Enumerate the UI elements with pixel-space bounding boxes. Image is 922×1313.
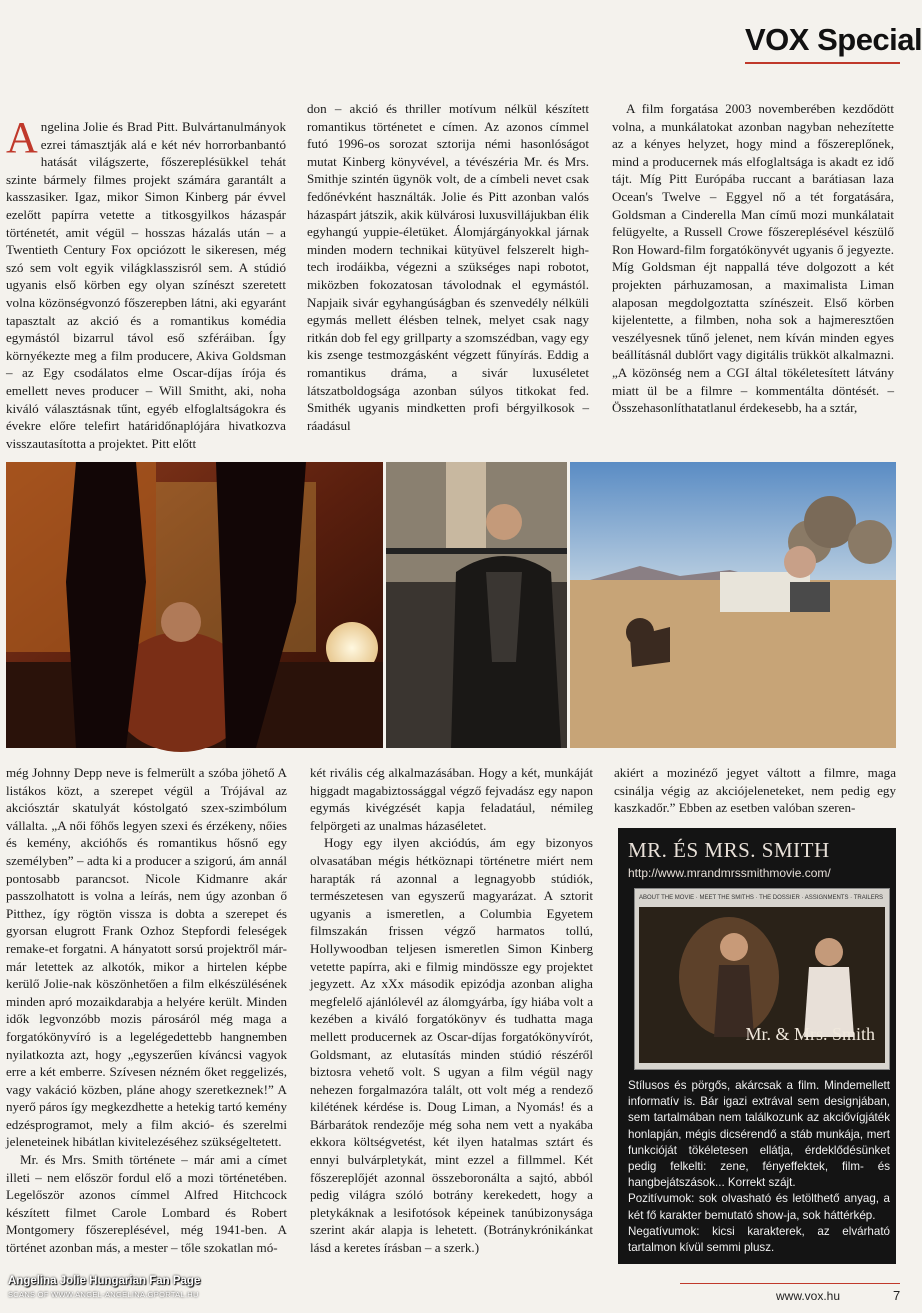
screenshot-logo: Mr. & Mrs. Smith — [745, 1024, 875, 1044]
article-paragraph: don – akció és thriller motívum nélkül készített romantikus történetet e címen. Az azonos címmel futó 1996-os sorozat sztorija némi hasonlóságot mutat Kinberg könyvével, a tévészéria Mr. és Mrs. Smithje szintén ügynök volt, de a címbeli nevet csak fedőnévként használták. Jolie és Pitt azonban valós házaspárt játszik, akik külvárosi luxusvillájukban élik egyhangú yuppie-életüket. Álomjárgányokkal járnak minden modern technikai kütyüvel felszerelt high-tech irodáikba, végezni a szükséges napi robotot, miközben fokozatosan távolodnak el egymástól. Napjaik sivár egyhangúságban és szenvedély nélküli egymás mellett élésben telnek, melyet csak nagy ritkán dob fel egy grillparty a szomszédban, vagy egy kis zsenge testmozgásként végzett fűnyírás. Eddig a romantikus dráma, a sivár luxuséletet látszatboldogsága azonban súlyos titkokat fed. Smithék ugyanis mindketten profi bérgyilkosok – ráadásul — [307, 101, 589, 433]
review-cons: Negatívumok: kicsi karakterek, az elvárható tartalmon kívül semmi plusz. — [628, 1224, 890, 1255]
article-column-2-top — [307, 100, 589, 448]
footer-rule — [680, 1283, 900, 1284]
website-review-text — [628, 1078, 890, 1256]
review-body: Stílusos és pörgős, akárcsak a film. Mindemellett informatív is. Bár igazi extrával sem designjában, sem tartalmában nem találkozunk az akciővígjáték honlapján, mégis dicsérendő a stáb munkája, mert funkcióját tökéletesen ellátja, érdeklődésünket pedig felkelti: zene, fényeffektek, film- és hangbejátszások... Korrekt szájt. — [628, 1079, 890, 1190]
photo-vince-vaughn-image — [386, 462, 567, 748]
website-url[interactable]: http://www.mrandmrssmithmovie.com/ — [628, 866, 831, 880]
scan-watermark-sub: SCANS OF WWW.ANGEL-ANGELINA.GPORTAL.HU — [8, 1290, 199, 1299]
review-pros: Pozitívumok: sok olvasható és letölthető anyag, a két fő karakter bemutató show-ja, sok háttérkép. — [628, 1192, 890, 1222]
section-title: VOX Special — [745, 22, 922, 57]
article-paragraph: két rivális cég alkalmazásában. Hogy a két, munkáját higgadt magabiztossággal végző fejvadász egy napon egymás kivégzését kapja feladatául, némileg felpörgeti az unalmas házaséletet. — [310, 765, 593, 833]
article-column-2-bottom — [310, 764, 593, 1272]
photo-restaurant — [6, 462, 383, 748]
drop-cap: A — [6, 113, 38, 162]
screenshot-poster — [639, 907, 885, 1063]
article-paragraph: Mr. és Mrs. Smith története – már ami a címet illeti – nem először fordul elő a mozi történetében. Legelőször azonos címmel Alfred Hitchcock készített filmet Carole Lombard és Robert Montgomery főszereplésével, még 1941-ben. A történet azonban más, a mester – tőle szokatlan mó- — [6, 1152, 287, 1256]
website-screenshot — [634, 888, 890, 1070]
article-paragraph: még Johnny Depp neve is felmerült a szóba jöhető A listákos közt, a szerepet végül a Trójával az akciósztár skatulyát kóstolgató szex-szimbólum vállalta. „A női főhős legyen szexi és érzékeny, nőies és kemény, akcióhős és romantikus hősnő egy személyben” – adta ki a producer a szigorú, ám annál pontosabb parancsot. Nicole Kidmanre akár passzolhatott is volna a leírás, nem úgy azonban ő Pitthez, így rögtön vissza is dobta a szerepet és gyorsan elugrott Frank Ozhoz Stepfordi feleségek remake-et forgatni. A hányatott sorsú projektről már-már letettek az alkotók, mikor a hirtelen képbe kerülő Jolie-nak köszönhetően a film elkészülésének minden apró mozaikdarabja a helyére került. Minden idők legvonzóbb mozis párosáról még maga a forgatókönyvíró is a legelégedettebb hangnemben nyilatkozta azt, hogy „egyszerűen kíváncsi vagyok erre a két emberre. Szívesen nézném őket reggelizés, vagy vakáció közben, pláne ahogy szeretkeznek!” A nyerő páros így megkezdhette a hetekig tartó kemény edzésprogramot, mely a film akció- és szerelmi jeleneteinek hibátlan kivitelezéséhez szükségeltetett. — [6, 765, 287, 1150]
page-number: 7 — [893, 1288, 901, 1303]
article-column-3-top — [612, 100, 894, 448]
footer-url[interactable]: www.vox.hu — [776, 1289, 841, 1303]
website-review-title: MR. ÉS MRS. SMITH — [628, 838, 830, 862]
article-column-3-bottom — [614, 764, 896, 820]
screenshot-nav: ABOUT THE MOVIE · MEET THE SMITHS · THE DOSSIER · ASSIGNMENTS · TRAILERS — [639, 895, 884, 901]
article-paragraph: akiért a mozinéző jegyet váltott a filmre, maga csinálja végig az akciójeleneteket, nem pedig egy kaszkadőr.” Ebben az esetben valóban szeren- — [614, 765, 896, 816]
photo-desert-explosion-image — [570, 462, 896, 748]
photo-desert-explosion — [570, 462, 896, 748]
scan-watermark: Angelina Jolie Hungarian Fan Page — [8, 1275, 201, 1287]
article-paragraph: Hogy egy ilyen akciódús, ám egy bizonyos olvasatában mégis hétköznapi történetre miért nem harapták rá azonnal a legnagyobb stúdiók, természetesen van egyszerű magyarázat. A sztorit ugyanis a ismeretlen, a Columbia Egyetem filmszakán frissen végző harmatos tollú, Hollywoodban teljesen ismeretlen Simon Kinberg vetette papírra, aki e filmig mindössze egy projektet jegyzett. Az xXx második epizódja azonban aligha megfelelő ajánlólevél az álomgyárba, így hiába volt a kezében a kiváló forgatókönyv és tudhatta maga mellett producernek az Oscar-díjas forgatókönyvírót, Goldsmant, az elutasítás minden stúdió részéről biztosra vehető volt. S ugyan a film végül nagy nehezen forgalmazóra talált, ott volt még a rendező kilétének kérdése is. Doug Liman, a Nyomás! és a Bárbarátok rendezője még soha nem vett a nyakába ekkora költségvetést, két ilyen hatalmas sztárt és ennyi bulvárpletykát, mint ezzel a fillmmel. Két főszereplőjét azonnal összeboronálta a sajtó, abból pedig világra szóló botrány kerekedett, hogy a pletykáknak a lesifotósok képeinek tanúbizonysága szerint akár alapja is lehetett. (Botránykrónikánkat lásd a keretes írásban – a szerk.) — [310, 835, 593, 1256]
article-column-1-top — [6, 113, 286, 451]
article-column-1-bottom — [6, 764, 287, 1272]
photo-restaurant-image — [6, 462, 383, 748]
article-paragraph: A film forgatása 2003 novemberében kezdődött volna, a munkálatokat azonban nagyban nehezítette az a kényes helyzet, hogy mind a főszereplőnek, mind a producernek más elfoglaltsága is akadt ez idő tájt. Míg Pitt Európába ruccant a barátiasan laza Ocean's Twelve – Eggyel nő a tét forgatására, Goldsman a Cinderella Man című mozi munkálatait felügyelte, a Russell Crowe főszereplésével készülő Ron Howard-film forgatókönyvét ugyanis ő jegyezte. Míg Goldsman éjt nappallá téve dolgozott a két projekten párhuzamosan, a maximalista Liman alaposan megdolgoztatta színészeit. Első körben kijelentette, a filmben, noha sok a hajmeresztően veszélyesnek tűnő jelenet, nem kíván minden egyes beállításnál dublőrt vagy digitális trükköt alkalmazni. „A közönség nem a CGI által tökéletesített látvány miatt ül be a filmre – kommentálta döntését. – Összehasonlíthatatlanul érdekesebb, ha a sztár, — [612, 101, 894, 416]
header-rule — [745, 62, 900, 64]
website-review-box — [618, 828, 896, 1264]
photo-vince-vaughn — [386, 462, 567, 748]
article-paragraph: Angelina Jolie és Brad Pitt. Bulvártanulmányok ezrei támasztják alá e két név horrorbanbantó hatását világszerte, főszereplésükkel tehát szinte bármely filmes projekt számára garantált a kasszasiker. Igaz, mikor Simon Kinberg pár évvel ezelőtt papírra vetette a titkosgyilkos házaspár történetét, amit végül – hosszas házalás után – a Twentieth Century Fox opciózott le sikeresen, még szó sem volt egyik világklasszisról sem. A stúdió ugyanis első körben egy olyan színészt szeretett volna közönségvonzó főszerepben látni, aki egyaránt tapasztalt az akció és a romantikus komédia egymástól bizarrul távol eső szféráiban. Így környékezte meg a film producere, Akiva Goldsman – az Egy csodálatos elme Oscar-díjas írója és emellett neves producer – Will Smitht, aki, noha kiváló választásnak tűnt, egyéb elfoglaltságokra és évekre előre telefirt határidőnaplójára hivatkozva visszautasította a projektet. Pitt előtt — [6, 113, 286, 451]
